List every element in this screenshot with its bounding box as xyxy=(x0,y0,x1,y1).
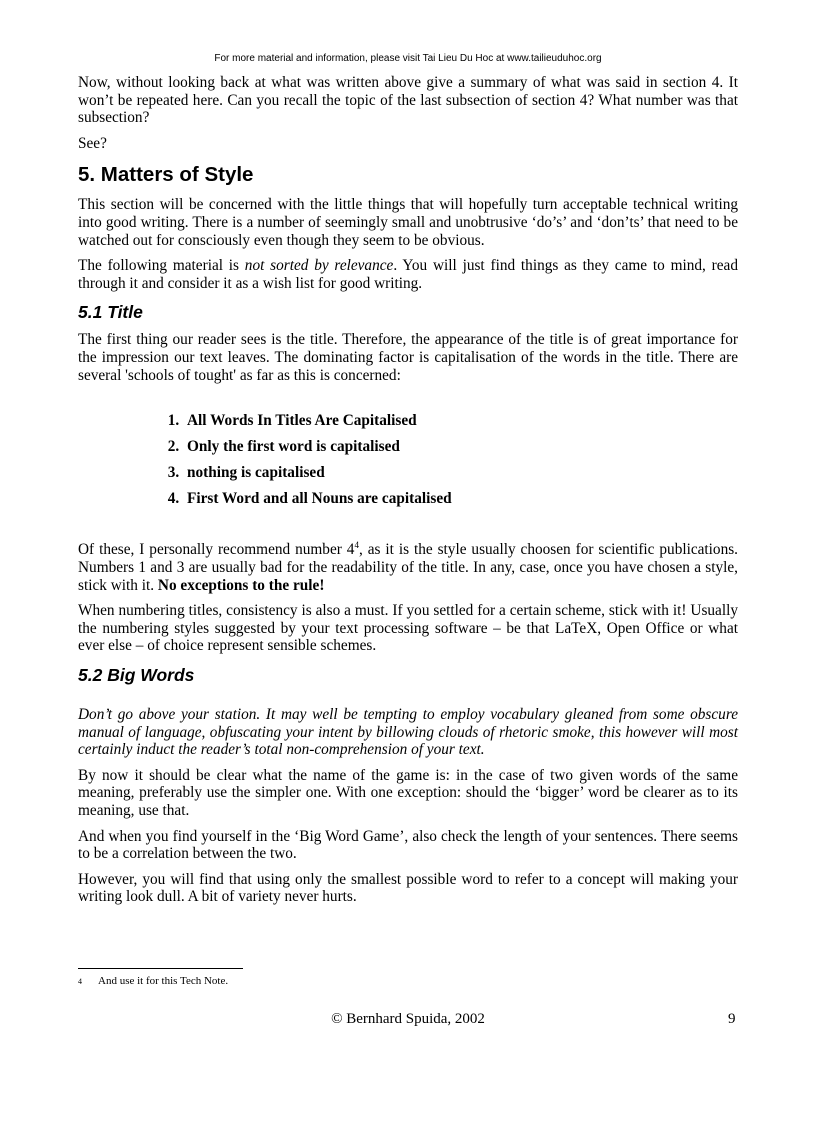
text-run: . You will just find things as they came to mind, read through it and consider it as a wish list for good writing. xyxy=(78,257,738,292)
section-5-2-paragraph-1: By now it should be clear what the name of the game is: in the case of two given words of the same meaning, preferably use the simpler one. With one exception: should the ‘bigger’ word be clearer as to its meaning, use that. xyxy=(78,766,738,819)
footnote-mark: 4 xyxy=(78,977,82,986)
section-5-2-paragraph-3: However, you will find that using only the smallest possible word to refer to a concept will making your writing look dull. A bit of variety never hurts. xyxy=(78,870,738,906)
page-header: For more material and information, please visit Tai Lieu Du Hoc at www.tailieuduhoc.org xyxy=(214,53,602,64)
list-item: 2. Only the first word is capitalised xyxy=(183,438,738,456)
intro-see: See? xyxy=(78,134,107,152)
list-item: 4. First Word and all Nouns are capitalised xyxy=(183,490,738,508)
footnote xyxy=(78,975,228,988)
footer-copyright: © Bernhard Spuida, 2002 xyxy=(331,1011,485,1027)
text-run: , as it is the style usually choosen for scientific publications. Numbers 1 and 3 are usually bad for the readability of the title. In any, case, once you have chosen a style, stick with it. xyxy=(78,541,738,594)
footnote-text: And use it for this Tech Note. xyxy=(98,975,229,987)
section-5-2-quote: Don’t go above your station. It may well be tempting to employ vocabulary gleaned from some obscure manual of language, obfuscating your intent by billowing clouds of rhetoric smoke, this however will most certainly induct the reader’s total non-comprehension of your text. xyxy=(78,705,738,759)
section-5-1-heading: 5.1 Title xyxy=(78,302,143,323)
page-number: 9 xyxy=(728,1011,736,1027)
intro-paragraph: Now, without looking back at what was written above give a summary of what was said in section 4. It won’t be repeated here. Can you recall the topic of the last subsection of section 4? What number was that subsection? xyxy=(78,74,738,127)
section-5-paragraph-2 xyxy=(78,257,738,292)
list-item: 3. nothing is capitalised xyxy=(183,464,738,482)
section-5-1-paragraph-3: When numbering titles, consistency is also a must. If you settled for a certain scheme, stick with it! Usually the numbering styles suggested by your text processing software – be that LaTeX, Open Office or what ever else – of choice represent sensible schemes. xyxy=(78,602,738,655)
section-5-paragraph-1: This section will be concerned with the little things that will hopefully turn acceptable technical writing into good writing. There is a number of seemingly small and unobtrusive ‘do’s’ and ‘don’ts’ that need to be watched out for consciously even though they seem to be obvious. xyxy=(78,196,738,249)
section-5-1-paragraph-1: The first thing our reader sees is the title. Therefore, the appearance of the title is of great importance for the impression our text leaves. The dominating factor is capitalisation of the words in the title. There are several 'schools of tought' as far as this is concerned: xyxy=(78,331,738,384)
footnote-divider xyxy=(78,968,243,969)
text-run: Of these, I personally recommend number 4 xyxy=(78,541,355,559)
section-5-2-heading: 5.2 Big Words xyxy=(78,664,195,685)
list-item: 1. All Words In Titles Are Capitalised xyxy=(183,412,738,430)
section-5-2-paragraph-2: And when you find yourself in the ‘Big Word Game’, also check the length of your sentences. There seems to be a correlation between the two. xyxy=(78,827,738,863)
section-5-heading: 5. Matters of Style xyxy=(78,163,254,187)
section-5-1-paragraph-2 xyxy=(78,541,738,594)
text-run: The following material is xyxy=(78,257,245,275)
bold-text: No exceptions to the rule! xyxy=(157,576,325,594)
main-content xyxy=(78,74,738,914)
emphasis-text: not sorted by relevance xyxy=(244,257,394,275)
footnote-reference[interactable]: 4 xyxy=(354,540,359,551)
title-styles-list xyxy=(78,412,738,507)
